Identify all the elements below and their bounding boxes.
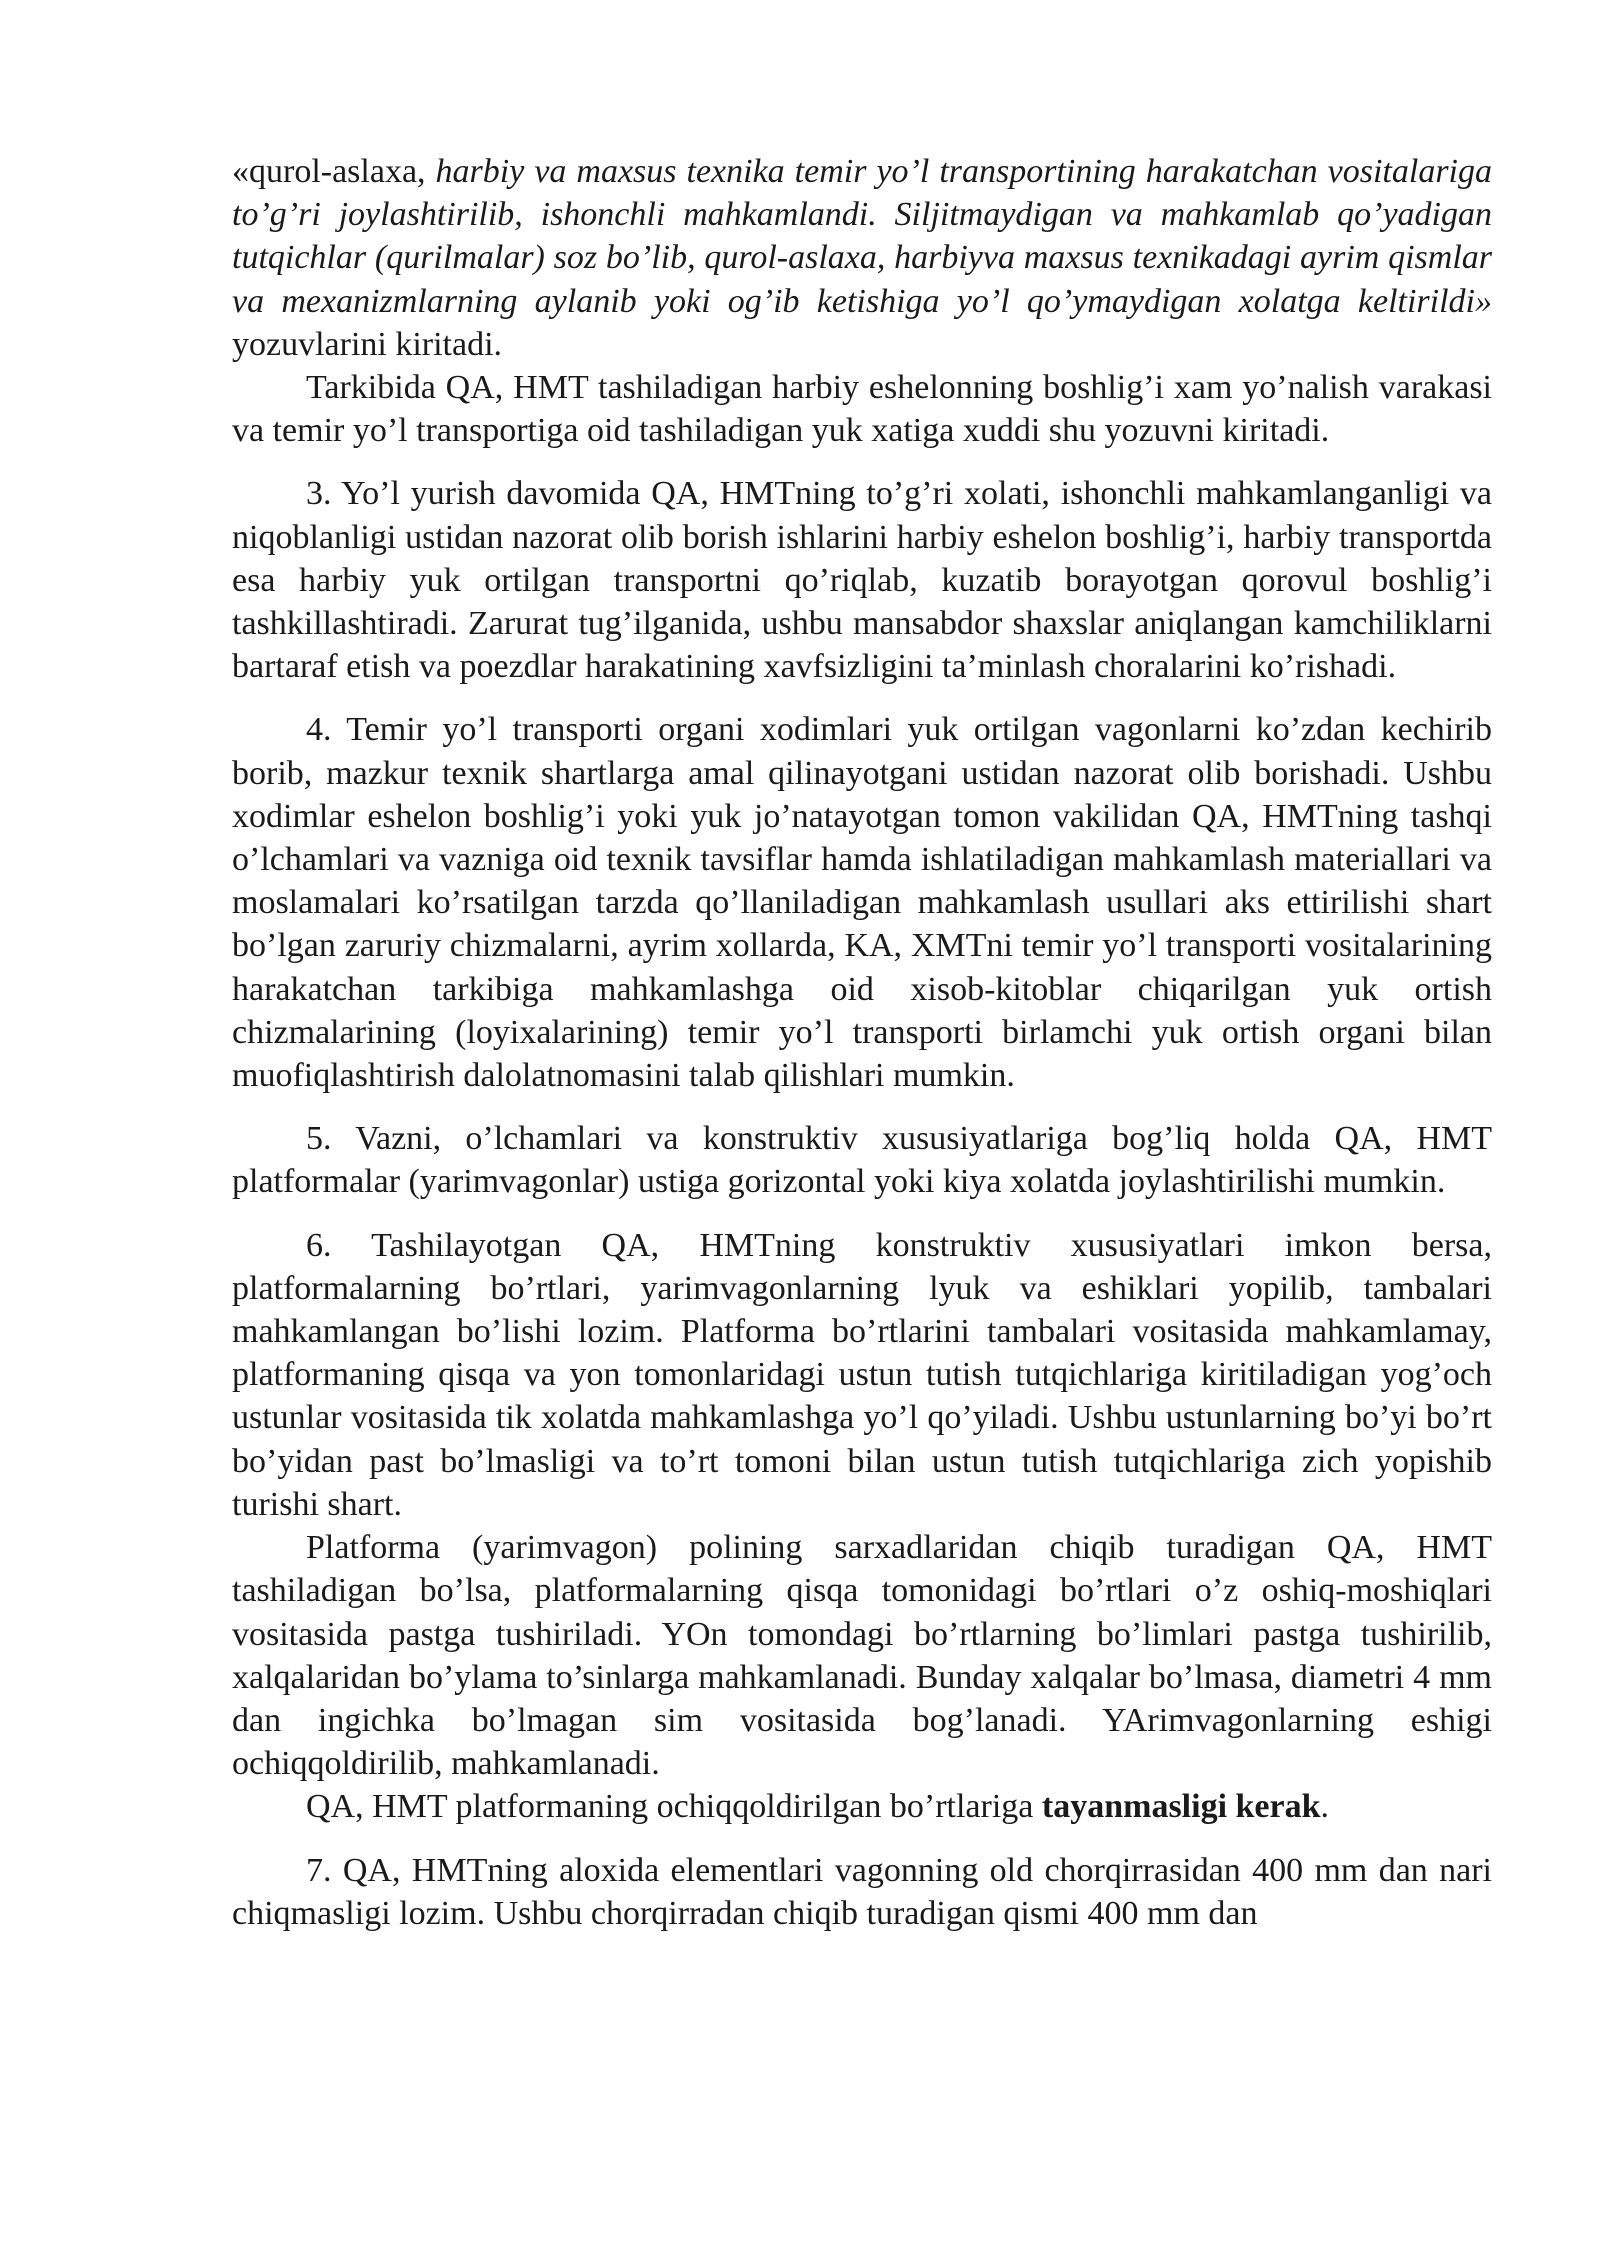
paragraph-item-5: 5. Vazni, o’lchamlari va konstruktiv xususiyatlariga bog’liq holda QA, HMT platformalar (yarimvagonlar) ustiga gorizontal yoki kiya xolatda joylashtirilishi mumkin.	[232, 1120, 1492, 1201]
quote-italic-text: harbiy va maxsus texnika temir yo’l transportining harakatchan vositalariga to’g’ri joylashtirilib, ishonchli mahkamlandi. Siljitmaydigan va mahkamlab qo’yadigan tutqichlar (qurilmalar) soz bo’lib, qurol-aslaxa, harbiyva maxsus texnikadagi ayrim qismlar va mexanizmlarning aylanib yoki og’ib ketishiga yo’l qo’ymaydigan xolatga keltirildi»	[232, 153, 1492, 320]
warning-bold-text: tayanmasligi kerak	[1041, 1788, 1321, 1826]
warning-period: .	[1320, 1788, 1330, 1826]
warning-text: QA, HMT platformaning ochiqqoldirilgan bo’rtlariga	[306, 1788, 1042, 1826]
document-page	[232, 150, 1492, 1935]
paragraph-platform-sides: Platforma (yarimvagon) polining sarxadlaridan chiqib turadigan QA, HMT tashiladigan bo’lsa, platformalarning qisqa tomonidagi bo’rtlari o’z oshiq-moshiqlari vositasida pastga tushiriladi. YOn tomondagi bo’rtlarning bo’limlari pastga tushirilib, xalqalaridan bo’ylama to’sinlarga mahkamlanadi. Bunday xalqalar bo’lmasa, diametri 4 mm dan ingichka bo’lmagan sim vositasida bog’lanadi. YArimvagonlarning eshigi ochiqqoldirilib, mahkamlanadi.	[232, 1529, 1492, 1783]
quote-opening-text: «qurol-aslaxa,	[232, 153, 426, 190]
paragraph-warning	[232, 1785, 1492, 1828]
paragraph-echelon-chief: Tarkibida QA, HMT tashiladigan harbiy eshelonning boshlig’i xam yo’nalish varakasi va temir yo’l transportiga oid tashiladigan yuk xatiga xuddi shu yozuvni kiritadi.	[232, 369, 1492, 450]
paragraph-intro-quote	[232, 150, 1492, 366]
paragraph-item-7: 7. QA, HMTning aloxida elementlari vagonning old chorqirrasidan 400 mm dan nari chiqmasligi lozim. Ushbu chorqirradan chiqib turadigan qismi 400 mm dan	[232, 1851, 1492, 1932]
paragraph-item-4: 4. Temir yo’l transporti organi xodimlari yuk ortilgan vagonlarni ko’zdan kechirib borib, mazkur texnik shartlarga amal qilinayotgani ustidan nazorat olib borishadi. Ushbu xodimlar eshelon boshlig’i yoki yuk jo’natayotgan tomon vakilidan QA, HMTning tashqi o’lchamlari va vazniga oid texnik tavsiflar hamda ishlatiladigan mahkamlash materiallari va moslamalari ko’rsatilgan tarzda qo’llaniladigan mahkamlash usullari aks ettirilishi shart bo’lgan zaruriy chizmalarni, ayrim xollarda, KA, XMTni temir yo’l transporti vositalarining harakatchan tarkibiga mahkamlashga oid xisob-kitoblar chiqarilgan yuk ortish chizmalarining (loyixalarining) temir yo’l transporti birlamchi yuk ortish organi bilan muofiqlashtirish dalolatnomasini talab qilishlari mumkin.	[232, 711, 1492, 1095]
quote-closing-text: yozuvlarini kiritadi.	[232, 325, 503, 363]
paragraph-item-3: 3. Yo’l yurish davomida QA, HMTning to’g’ri xolati, ishonchli mahkamlanganligi va niqoblanligi ustidan nazorat olib borish ishlarini harbiy eshelon boshlig’i, harbiy transportda esa harbiy yuk ortilgan transportni qo’riqlab, kuzatib borayotgan qorovul boshlig’i tashkillashtiradi. Zarurat tug’ilganida, ushbu mansabdor shaxslar aniqlangan kamchiliklarni bartaraf etish va poezdlar harakatining xavfsizligini ta’minlash choralarini ko’rishadi.	[232, 475, 1492, 686]
paragraph-item-6: 6. Tashilayotgan QA, HMTning konstruktiv xususiyatlari imkon bersa, platformalarning bo’rtlari, yarimvagonlarning lyuk va eshiklari yopilib, tambalari mahkamlangan bo’lishi lozim. Platforma bo’rtlarini tambalari vositasida mahkamlamay, platformaning qisqa va yon tomonlaridagi ustun tutish tutqichlariga kiritiladigan yog’och ustunlar vositasida tik xolatda mahkamlashga yo’l qo’yiladi. Ushbu ustunlarning bo’yi bo’rt bo’yidan past bo’lmasligi va to’rt tomoni bilan ustun tutish tutqichlariga zich yopishib turishi shart.	[232, 1226, 1492, 1523]
